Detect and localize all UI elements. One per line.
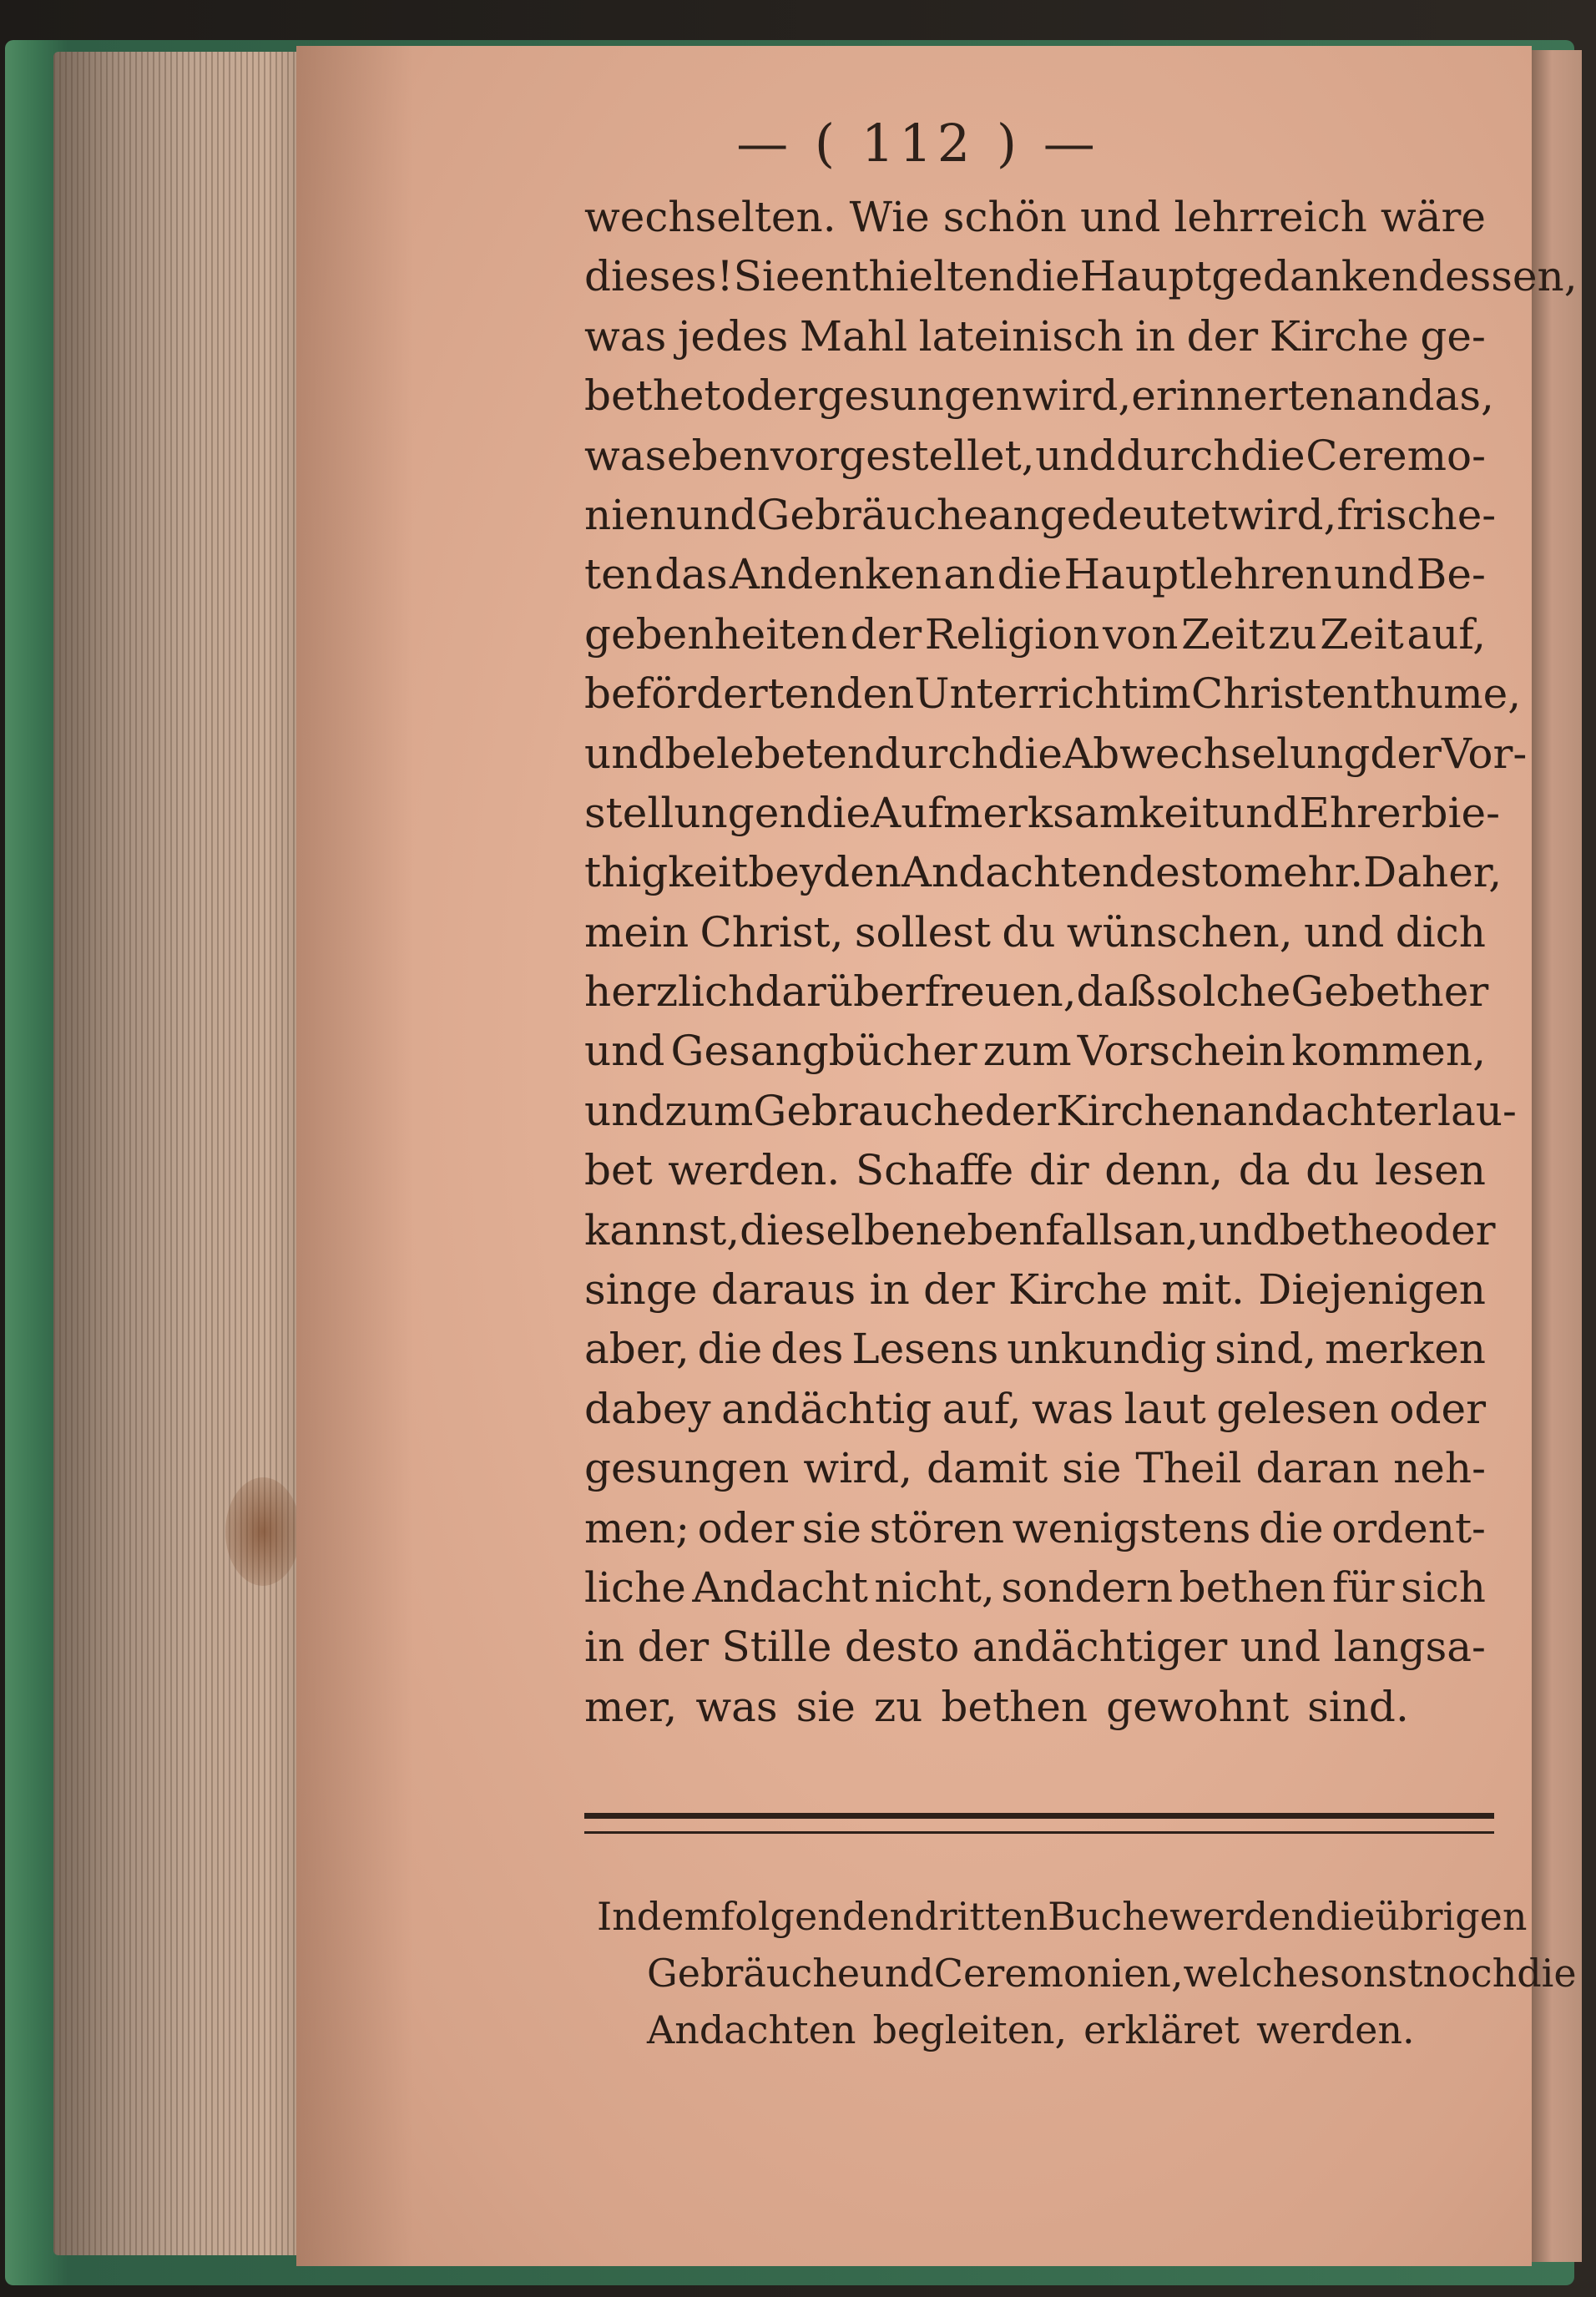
word: vorgestellet, [770, 431, 1035, 480]
text-line [584, 188, 1486, 247]
word: freuen, [924, 967, 1077, 1017]
text-line [584, 307, 1486, 366]
word: Ehrerbie- [1299, 788, 1500, 837]
word: Andachten [647, 2007, 856, 2052]
word: wäre [1380, 193, 1486, 241]
word: dieses! [584, 252, 734, 301]
word: was [1031, 1384, 1114, 1433]
word: daran [1255, 1444, 1380, 1493]
text-line [584, 1618, 1486, 1677]
word: bet [584, 1146, 653, 1195]
footnote-line [597, 1888, 1528, 1945]
word: werden [1169, 1894, 1316, 1939]
word: der [637, 1623, 710, 1672]
word: schön [942, 193, 1067, 241]
word: sonst [1320, 1951, 1423, 1996]
text-line [584, 545, 1486, 604]
word: Gebräuche [756, 490, 988, 539]
word: nicht, [874, 1562, 995, 1612]
word: den [836, 669, 915, 719]
word: die [1316, 1894, 1376, 1939]
word: folgenden [720, 1894, 915, 1939]
body-text [584, 188, 1578, 1737]
word: nien [584, 490, 676, 539]
word: andächtiger [972, 1623, 1228, 1672]
word: gewohnt [1106, 1682, 1290, 1731]
text-line [584, 962, 1489, 1022]
word: was [584, 311, 667, 361]
word: was [695, 1682, 778, 1731]
word: da [1238, 1146, 1290, 1195]
word: wird, [1022, 371, 1132, 421]
word: bethet [584, 371, 721, 421]
word: Christenthume, [1190, 669, 1522, 719]
word: Gebrauche [753, 1086, 985, 1135]
text-line [584, 247, 1578, 306]
word: und [584, 1027, 665, 1076]
word: dir [1028, 1146, 1089, 1195]
word: In [597, 1894, 637, 1939]
word: Ceremonien, [933, 1951, 1184, 1996]
word: daß [1076, 967, 1156, 1017]
word: Lesens [851, 1325, 999, 1374]
word: sind. [1307, 1682, 1409, 1731]
word: Schaffe [855, 1146, 1014, 1195]
word: und [1199, 1205, 1280, 1255]
word: desto [844, 1623, 960, 1672]
word: zu [873, 1682, 923, 1731]
word: ge- [1420, 311, 1486, 361]
word: zu [1268, 609, 1317, 659]
text-line [584, 605, 1486, 664]
gutter-shadow [296, 46, 413, 2266]
word: dritten [914, 1894, 1048, 1939]
word: oder [1389, 1384, 1486, 1433]
word: Theil [1135, 1444, 1242, 1493]
text-line [584, 486, 1497, 545]
word: Hauptlehren [1063, 550, 1332, 599]
word: unkundig [1007, 1325, 1207, 1374]
word: Vor- [1441, 729, 1528, 778]
word: des [770, 1325, 844, 1374]
word: das, [1407, 371, 1494, 421]
word: das [654, 550, 728, 599]
text-line [584, 724, 1528, 784]
text-line [584, 1499, 1486, 1558]
facing-page-edge [1532, 50, 1582, 2262]
word: neh- [1393, 1444, 1486, 1493]
text-line [584, 1439, 1486, 1498]
word: und [1240, 1623, 1321, 1672]
word: Gesangbücher [670, 1027, 977, 1076]
word: auf, [942, 1384, 1022, 1433]
text-line [584, 1082, 1517, 1141]
text-line [584, 1558, 1486, 1618]
text-line [584, 1141, 1486, 1200]
word: in [869, 1265, 910, 1315]
word: und [584, 729, 665, 778]
word: bethen [941, 1682, 1088, 1731]
page-edges [53, 52, 304, 2255]
word: was [584, 431, 667, 480]
word: belebeten [664, 729, 875, 778]
text-line [584, 1320, 1486, 1379]
word: die [697, 1325, 763, 1374]
footnote-line [597, 2002, 1498, 2058]
word: wird, [803, 1444, 912, 1493]
word: sind, [1215, 1325, 1317, 1374]
word: bethe [1279, 1205, 1399, 1255]
word: aber, [584, 1325, 689, 1374]
word: Sie [733, 252, 801, 301]
word: Abwechselung [1063, 729, 1371, 778]
word: sollest [854, 907, 991, 957]
word: wenigstens [1012, 1503, 1251, 1552]
word: Buche [1048, 1894, 1170, 1939]
word: Zeit [1181, 609, 1265, 659]
word: und [676, 490, 757, 539]
word: stören [869, 1503, 1005, 1552]
word: Andachten [901, 848, 1129, 897]
text-line [584, 1201, 1496, 1260]
word: der [850, 609, 922, 659]
word: laut [1124, 1384, 1206, 1433]
word: Wie [849, 193, 930, 241]
word: Kirche [1269, 311, 1409, 361]
footnote-line [597, 1945, 1577, 2002]
word: liche [584, 1562, 686, 1612]
word: erinnerten [1131, 371, 1356, 421]
word: werden. [668, 1146, 841, 1195]
word: den [823, 848, 902, 897]
word: zum [982, 1027, 1072, 1076]
word: die [1014, 252, 1080, 301]
word: ebenfalls [942, 1205, 1134, 1255]
word: lesen [1374, 1146, 1486, 1195]
word: und [1333, 550, 1415, 599]
word: Zeit [1320, 609, 1404, 659]
word: langsa- [1333, 1623, 1486, 1672]
word: gelesen [1216, 1384, 1379, 1433]
text-line [584, 427, 1486, 486]
word: eben [666, 431, 770, 480]
word: wird, [1227, 490, 1337, 539]
text-line [584, 664, 1522, 724]
word: sich [1401, 1562, 1486, 1612]
word: singe [584, 1265, 698, 1315]
word: herzlich [584, 967, 755, 1017]
word: daraus [710, 1265, 856, 1315]
word: sie [801, 1503, 862, 1552]
word: der [984, 1086, 1057, 1135]
word: wechselten. [584, 193, 836, 241]
word: die [998, 729, 1063, 778]
word: und [584, 1086, 665, 1135]
word: dem [636, 1894, 721, 1939]
text-line [584, 1380, 1486, 1439]
word: bethen [1179, 1562, 1326, 1612]
word: erkläret [1083, 2007, 1240, 2052]
text-line [584, 366, 1494, 426]
word: welche [1183, 1951, 1321, 1996]
word: du [1306, 1146, 1360, 1195]
word: an, [1134, 1205, 1200, 1255]
word: und [1035, 431, 1116, 480]
word: Be- [1416, 550, 1486, 599]
text-line [584, 1260, 1486, 1320]
word: gesungen [584, 1444, 790, 1493]
word: von [1102, 609, 1179, 659]
word: thigkeit [584, 848, 749, 897]
word: Religion [924, 609, 1100, 659]
word: oder [697, 1503, 795, 1552]
word: sie [795, 1682, 856, 1731]
page-number: — ( 112 ) — [736, 113, 1100, 174]
word: und [1304, 907, 1385, 957]
word: die [1240, 431, 1306, 480]
word: lateinisch [918, 311, 1124, 361]
word: die [806, 788, 871, 837]
word: im [1138, 669, 1191, 719]
separator-rule-thick [584, 1813, 1494, 1819]
word: der [1186, 311, 1259, 361]
word: Kirchenandacht [1056, 1086, 1393, 1135]
word: und [1079, 193, 1161, 241]
word: enthielten [800, 252, 1015, 301]
word: andächtig [721, 1384, 932, 1433]
word: lehrreich [1174, 193, 1367, 241]
word: an [943, 550, 996, 599]
word: Andenken [729, 550, 942, 599]
word: an [1356, 371, 1408, 421]
text-line [584, 784, 1500, 843]
word: dich [1395, 907, 1486, 957]
word: durch [874, 729, 998, 778]
word: kannst, [584, 1205, 740, 1255]
word: und [860, 1951, 934, 1996]
word: mit. [1161, 1265, 1245, 1315]
word: der [923, 1265, 995, 1315]
word: Aufmerksamkeit [871, 788, 1219, 837]
word: ordent- [1331, 1503, 1486, 1552]
text-line [584, 1022, 1486, 1081]
word: solche [1155, 967, 1291, 1017]
word: mehr. [1243, 848, 1364, 897]
word: jedes [677, 311, 789, 361]
word: stellungen [584, 788, 806, 837]
word: begleiten, [872, 2007, 1068, 2052]
word: merken [1325, 1325, 1486, 1374]
word: der [1370, 729, 1442, 778]
footnote [597, 1888, 1577, 2058]
word: Daher, [1363, 848, 1503, 897]
word: darüber [755, 967, 925, 1017]
word: mein [584, 907, 689, 957]
word: damit [926, 1444, 1048, 1493]
word: in [1134, 311, 1176, 361]
word: Gebräuche [647, 1951, 861, 1996]
word: werden. [1256, 2007, 1415, 2052]
word: kommen, [1291, 1027, 1486, 1076]
word: angedeutet [987, 490, 1228, 539]
word: Gebether [1290, 967, 1489, 1017]
word: Ceremo- [1306, 431, 1486, 480]
separator-rule-thin [584, 1831, 1494, 1834]
word: dessen, [1418, 252, 1578, 301]
word: Kirche [1008, 1265, 1149, 1315]
word: die [1517, 1951, 1577, 1996]
word: bey [748, 848, 824, 897]
word: denn, [1104, 1146, 1224, 1195]
word: dieselben [740, 1205, 942, 1255]
word: zum [664, 1086, 754, 1135]
word: dabey [584, 1384, 711, 1433]
word: Unterricht [914, 669, 1139, 719]
word: Mahl [799, 311, 908, 361]
word: ten [584, 550, 653, 599]
word: die [997, 550, 1063, 599]
word: und [1219, 788, 1300, 837]
word: sie [1062, 1444, 1122, 1493]
word: noch [1422, 1951, 1518, 1996]
text-line [584, 1678, 1486, 1737]
word: Stille [721, 1623, 832, 1672]
word: Diejenigen [1258, 1265, 1486, 1315]
word: Hauptgedanken [1079, 252, 1418, 301]
word: die [1259, 1503, 1324, 1552]
text-line [584, 903, 1486, 962]
word: wünschen, [1066, 907, 1293, 957]
word: gebenheiten [584, 609, 848, 659]
word: Vorschein [1077, 1027, 1285, 1076]
word: erlau- [1392, 1086, 1517, 1135]
word: du [1002, 907, 1056, 957]
word: durch [1116, 431, 1240, 480]
word: auf, [1407, 609, 1486, 659]
text-line [584, 843, 1503, 902]
word: mer, [584, 1682, 678, 1731]
word: sondern [1001, 1562, 1174, 1612]
word: in [584, 1623, 625, 1672]
word: Christ, [700, 907, 844, 957]
word: Andacht [692, 1562, 868, 1612]
word: men; [584, 1503, 690, 1552]
word: beförderten [584, 669, 836, 719]
word: übrigen [1375, 1894, 1528, 1939]
word: oder [1398, 1205, 1496, 1255]
word: gesungen [817, 371, 1023, 421]
word: für [1331, 1562, 1395, 1612]
word: desto [1129, 848, 1244, 897]
word: oder [720, 371, 818, 421]
foxing-stain [225, 1477, 301, 1586]
word: frische- [1336, 490, 1497, 539]
